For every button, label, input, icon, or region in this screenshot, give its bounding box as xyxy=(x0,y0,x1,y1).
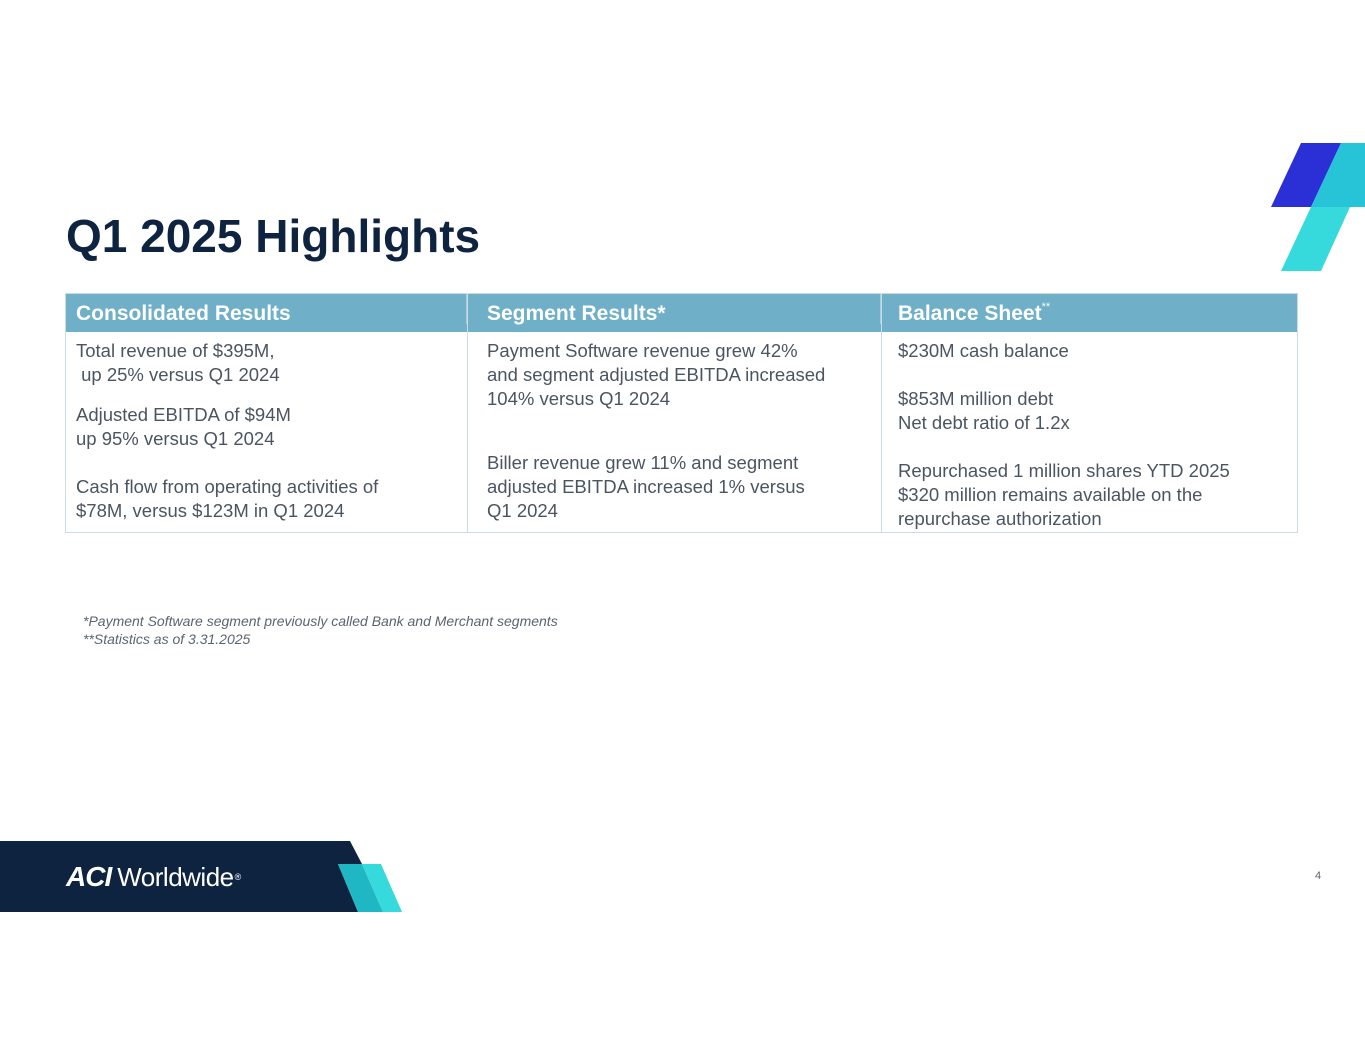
highlights-table xyxy=(65,293,1298,533)
header-segment-results xyxy=(487,294,666,332)
logo-registered-mark: ® xyxy=(234,872,242,882)
footnote-segment: *Payment Software segment previously called Bank and Merchant segments xyxy=(83,613,558,629)
consolidated-revenue-text: Total revenue of $395M, up 25% versus Q1 2024 xyxy=(76,340,280,385)
logo-mark: ACI xyxy=(66,861,112,892)
header-balance-label: Balance Sheet xyxy=(898,302,1042,325)
balance-cash-text: $230M cash balance xyxy=(898,340,1069,361)
footnote-statistics: **Statistics as of 3.31.2025 xyxy=(83,631,251,647)
column-divider xyxy=(881,294,882,532)
corner-decoration-graphic xyxy=(1270,143,1365,271)
segment-payment-software-text: Payment Software revenue grew 42% and segment adjusted EBITDA increased 104% versus Q1 2024 xyxy=(487,340,826,409)
header-balance-sheet xyxy=(898,294,1050,332)
consolidated-cash-flow-text: Cash flow from operating activities of $78M, versus $123M in Q1 2024 xyxy=(76,476,379,521)
balance-debt-text: $853M million debt Net debt ratio of 1.2x xyxy=(898,388,1070,433)
page-number: 4 xyxy=(1314,870,1322,882)
header-consolidated-results xyxy=(76,294,291,332)
balance-repurchase-text: Repurchased 1 million shares YTD 2025 $320 million remains available on the repurchase authorization xyxy=(898,460,1230,529)
aci-worldwide-logo xyxy=(66,861,241,893)
consolidated-ebitda-text: Adjusted EBITDA of $94M up 95% versus Q1 2024 xyxy=(76,404,291,449)
segment-biller-text: Biller revenue grew 11% and segment adjusted EBITDA increased 1% versus Q1 2024 xyxy=(487,452,805,521)
table-header-row xyxy=(66,294,1297,332)
header-segment-label: Segment Results* xyxy=(487,302,666,325)
slide-title: Q1 2025 Highlights xyxy=(66,210,481,262)
header-balance-footnote-mark: ** xyxy=(1041,301,1051,313)
logo-wordmark: Worldwide xyxy=(117,861,234,892)
column-divider xyxy=(467,294,468,532)
header-consolidated-label: Consolidated Results xyxy=(76,302,291,325)
